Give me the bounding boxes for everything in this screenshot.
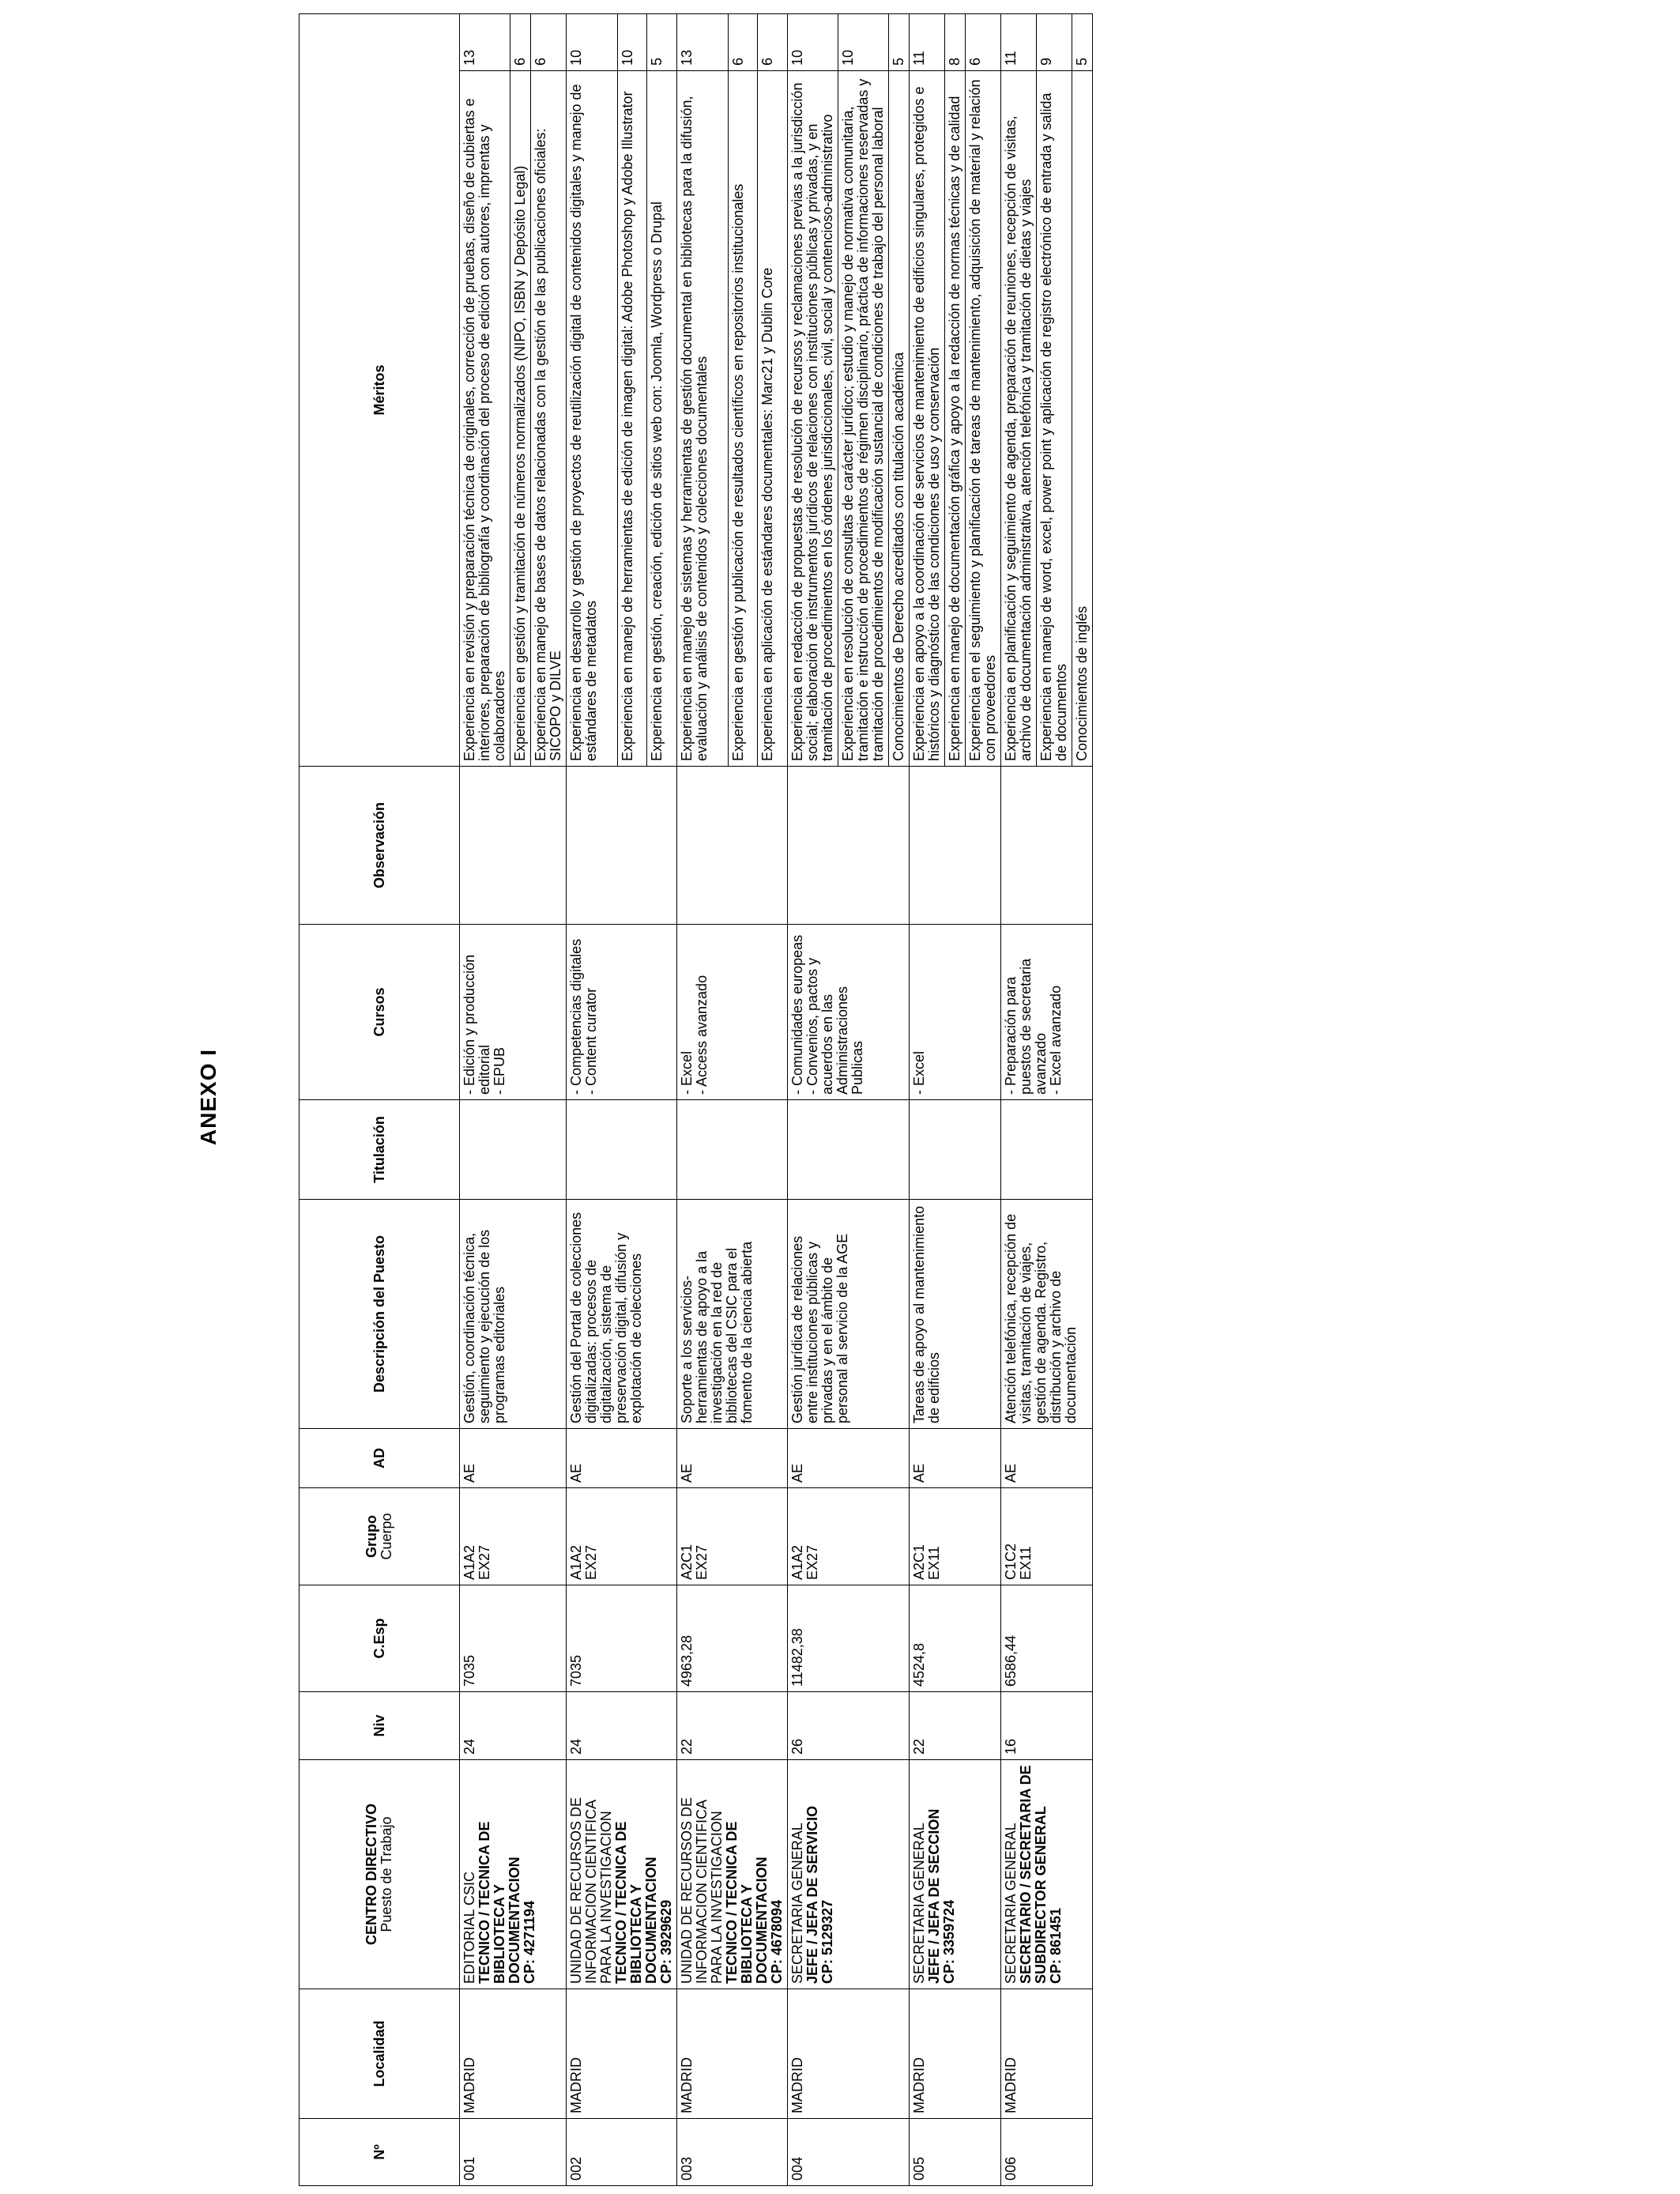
grupo-value: C1C2 — [1003, 1543, 1019, 1580]
header-centro — [299, 1760, 460, 1989]
titulacion-cell — [910, 1100, 1001, 1200]
merito-points: 13 — [460, 13, 510, 70]
observacion-cell — [460, 767, 567, 925]
header-observacion: Observación — [299, 767, 460, 925]
cuerpo-value: EX27 — [583, 1544, 599, 1580]
merito-text: Experiencia en manejo de word, excel, power point y aplicación de registro electrónico de entrada y salida de documentos — [1037, 71, 1072, 767]
niv-cell: 24 — [567, 1692, 677, 1760]
grupo-cuerpo-cell — [567, 1488, 677, 1585]
grupo-value: A1A2 — [461, 1544, 477, 1580]
merito-text: Experiencia en redacción de propuestas de resolución de recursos y reclamaciones previas a la jurisdicción social; elaboración de instrumentos jurídicos de relaciones con instituciones públicas y privadas, y en tramitación de procedimientos en los órdenes jurisdiccionales, civil, social y contencioso-administrativo — [788, 71, 838, 767]
merito-points: 6 — [531, 13, 567, 70]
table-row — [567, 13, 618, 2185]
cesp-cell: 4524,8 — [910, 1585, 1001, 1692]
puesto-de-trabajo: JEFE / JEFA DE SECCION — [926, 1808, 942, 1984]
merito-points: 10 — [788, 13, 838, 70]
table-row — [1001, 13, 1037, 2185]
niv-cell: 22 — [677, 1692, 788, 1760]
cesp-cell: 7035 — [460, 1585, 567, 1692]
observacion-cell — [677, 767, 788, 925]
observacion-cell — [1001, 767, 1093, 925]
merito-points: 6 — [728, 13, 758, 70]
header-titulacion: Titulación — [299, 1100, 460, 1200]
cuerpo-value: EX11 — [926, 1546, 942, 1580]
centro-directivo: UNIDAD DE RECURSOS DE INFORMACION CIENTIFICA PARA LA INVESTIGACION — [568, 1796, 614, 1984]
header-ad: AD — [299, 1429, 460, 1488]
merito-points: 6 — [758, 13, 788, 70]
cursos-cell: - Comunidades europeas - Convenios, pactos y acuerdos en las Administraciones Publicas — [788, 925, 910, 1100]
row-number: 004 — [788, 2119, 910, 2186]
grupo-cuerpo-cell — [788, 1488, 910, 1585]
grupo-value: A1A2 — [568, 1544, 584, 1580]
localidad-cell: MADRID — [910, 1989, 1001, 2119]
merito-points: 8 — [945, 13, 966, 70]
merito-text: Experiencia en el seguimiento y planificación de tareas de mantenimiento, adquisición de material y relación con proveedores — [966, 71, 1001, 767]
puesto-de-trabajo: JEFE / JEFA DE SERVICIO — [804, 1805, 820, 1984]
centro-directivo: EDITORIAL CSIC — [461, 1871, 477, 1984]
grupo-cuerpo-cell — [460, 1488, 567, 1585]
ad-cell: AE — [788, 1429, 910, 1488]
localidad-cell: MADRID — [788, 1989, 910, 2119]
cursos-cell: - Edición y producción editorial - EPUB — [460, 925, 567, 1100]
cp-code: CP: 3929629 — [658, 1899, 674, 1984]
merito-text: Conocimientos de inglés — [1072, 71, 1093, 767]
merito-points: 6 — [966, 13, 1001, 70]
ad-cell: AE — [567, 1429, 677, 1488]
merito-points: 9 — [1037, 13, 1072, 70]
descripcion-cell: Soporte a los servicios-herramientas de apoyo a la investigación en la red de bibliotecas del CSIC para el fomento de la ciencia abierta — [677, 1200, 788, 1429]
descripcion-cell: Atención telefónica, recepción de visitas, tramitación de viajes, gestión de agenda. Registro, distribución y archivo de documentación — [1001, 1200, 1093, 1429]
centro-cell — [788, 1760, 910, 1989]
header-cuerpo-label: Cuerpo — [379, 1513, 394, 1560]
header-n: Nº — [299, 2119, 460, 2186]
row-number: 006 — [1001, 2119, 1093, 2186]
localidad-cell: MADRID — [567, 1989, 677, 2119]
cp-code: CP: 4271194 — [522, 1900, 537, 1984]
header-grupo — [299, 1488, 460, 1585]
centro-directivo: SECRETARIA GENERAL — [911, 1823, 927, 1984]
cursos-cell: - Excel — [910, 925, 1001, 1100]
merito-points: 10 — [617, 13, 647, 70]
merito-points: 13 — [677, 13, 729, 70]
merito-text: Experiencia en manejo de documentación gráfica y apoyo a la redacción de normas técnicas y de calidad — [945, 71, 966, 767]
titulacion-cell — [567, 1100, 677, 1200]
cursos-cell: - Excel - Access avanzado — [677, 925, 788, 1100]
merito-text: Experiencia en apoyo a la coordinación de servicios de mantenimiento de edificios singulares, protegidos e históricos y diagnóstico de las condiciones de uso y conservación — [910, 71, 945, 767]
header-puesto-label: Puesto de Trabajo — [379, 1816, 394, 1932]
cuerpo-value: EX27 — [804, 1544, 820, 1580]
grupo-value: A2C1 — [679, 1544, 695, 1580]
merito-points: 5 — [1072, 13, 1093, 70]
merito-points: 5 — [647, 13, 677, 70]
cuerpo-value: EX11 — [1018, 1546, 1034, 1580]
centro-cell — [1001, 1760, 1093, 1989]
cp-code: CP: 4678094 — [769, 1899, 785, 1984]
cesp-cell: 7035 — [567, 1585, 677, 1692]
cuerpo-value: EX27 — [694, 1544, 710, 1580]
merito-text: Experiencia en planificación y seguimiento de agenda, preparación de reuniones, recepción de visitas, archivo de documentación administrativa, atención telefónica y tramitación de dietas y viajes — [1001, 71, 1037, 767]
cesp-cell: 11482,38 — [788, 1585, 910, 1692]
cursos-cell: - Preparación para puestos de secretaria avanzado - Excel avanzado — [1001, 925, 1093, 1100]
descripcion-cell: Gestión, coordinación técnica, seguimiento y ejecución de los programas editoriales — [460, 1200, 567, 1429]
merito-text: Experiencia en desarrollo y gestión de proyectos de reutilización digital de contenidos digitales y manejo de estándares de metadatos — [567, 71, 618, 767]
cesp-cell: 6586,44 — [1001, 1585, 1093, 1692]
merito-text: Experiencia en gestión y tramitación de números normalizados (NIPO, ISBN y Depósito Legal) — [510, 71, 531, 767]
puesto-de-trabajo: TECNICO / TECNICA DE BIBLIOTECA Y DOCUMENTACION — [613, 1821, 659, 1984]
niv-cell: 22 — [910, 1692, 1001, 1760]
puesto-de-trabajo: TECNICO / TECNICA DE BIBLIOTECA Y DOCUMENTACION — [477, 1821, 522, 1984]
row-number: 005 — [910, 2119, 1001, 2186]
merito-points: 5 — [889, 13, 910, 70]
table-row — [460, 13, 510, 2185]
observacion-cell — [567, 767, 677, 925]
cp-code: CP: 861451 — [1048, 1907, 1064, 1984]
header-cursos: Cursos — [299, 925, 460, 1100]
titulacion-cell — [460, 1100, 567, 1200]
grupo-cuerpo-cell — [910, 1488, 1001, 1585]
grupo-cuerpo-cell — [677, 1488, 788, 1585]
centro-cell — [567, 1760, 677, 1989]
descripcion-cell: Gestión del Portal de colecciones digitalizadas: procesos de digitalización, sistema de preservación digital, difusión y explotación de colecciones — [567, 1200, 677, 1429]
merito-text: Experiencia en manejo de herramientas de edición de imagen digital: Adobe Photoshop y Adobe Illustrator — [617, 71, 647, 767]
merito-text: Experiencia en resolución de consultas de carácter jurídico; estudio y manejo de normativa comunitaria, tramitación e instrucción de procedimientos de régimen disciplinario, práctica de informaciones reservadas y tramitación de procedimientos de modificación sustancial de condiciones de trabajo del personal laboral — [838, 71, 889, 767]
centro-cell — [677, 1760, 788, 1989]
row-number: 002 — [567, 2119, 677, 2186]
merito-points: 10 — [838, 13, 889, 70]
table-header-row — [299, 13, 460, 2185]
titulacion-cell — [677, 1100, 788, 1200]
observacion-cell — [788, 767, 910, 925]
table-row — [788, 13, 838, 2185]
row-number: 003 — [677, 2119, 788, 2186]
header-niv: Niv — [299, 1692, 460, 1760]
merito-text: Experiencia en manejo de sistemas y herramientas de gestión documental en bibliotecas para la difusión, evaluación y análisis de contenidos y colecciones documentales — [677, 71, 729, 767]
header-cesp: C.Esp — [299, 1585, 460, 1692]
centro-cell — [910, 1760, 1001, 1989]
cesp-cell: 4963,28 — [677, 1585, 788, 1692]
cp-code: CP: 3359724 — [941, 1899, 957, 1984]
header-meritos: Méritos — [299, 13, 460, 766]
niv-cell: 26 — [788, 1692, 910, 1760]
puesto-de-trabajo: SECRETARIO / SECRETARIA DE SUBDIRECTOR GENERAL — [1018, 1765, 1049, 1984]
row-number: 001 — [460, 2119, 567, 2186]
observacion-cell — [910, 767, 1001, 925]
merito-points: 10 — [567, 13, 618, 70]
ad-cell: AE — [460, 1429, 567, 1488]
ad-cell: AE — [677, 1429, 788, 1488]
titulacion-cell — [1001, 1100, 1093, 1200]
ad-cell: AE — [1001, 1429, 1093, 1488]
header-centro-label: CENTRO DIRECTIVO — [363, 1804, 379, 1946]
descripcion-cell: Tareas de apoyo al mantenimiento de edificios — [910, 1200, 1001, 1429]
centro-directivo: SECRETARIA GENERAL — [789, 1823, 805, 1984]
centro-directivo: UNIDAD DE RECURSOS DE INFORMACION CIENTIFICA PARA LA INVESTIGACION — [679, 1796, 725, 1984]
table-row — [677, 13, 729, 2185]
header-descripcion: Descripción del Puesto — [299, 1200, 460, 1429]
merito-text: Experiencia en revisión y preparación técnica de originales, corrección de pruebas, diseño de cubiertas e interiores, preparación de bibliografía y coordinación del proceso de edición con autores, imprentas y colaboradores — [460, 71, 510, 767]
centro-directivo: SECRETARIA GENERAL — [1003, 1823, 1019, 1984]
cp-code: CP: 5129327 — [819, 1899, 835, 1984]
puesto-de-trabajo: TECNICO / TECNICA DE BIBLIOTECA Y DOCUMENTACION — [724, 1821, 770, 1984]
grupo-value: A2C1 — [911, 1544, 927, 1580]
merito-text: Conocimientos de Derecho acreditados con titulación académica — [889, 71, 910, 767]
header-localidad: Localidad — [299, 1989, 460, 2119]
cursos-cell: - Competencias digitales - Content curator — [567, 925, 677, 1100]
header-grupo-label: Grupo — [363, 1515, 379, 1558]
cuerpo-value: EX27 — [477, 1544, 492, 1580]
merito-text: Experiencia en gestión y publicación de resultados científicos en repositorios institucionales — [728, 71, 758, 767]
merito-points: 11 — [1001, 13, 1037, 70]
anexo-table — [299, 13, 1093, 2186]
niv-cell: 16 — [1001, 1692, 1093, 1760]
merito-text: Experiencia en manejo de bases de datos relacionadas con la gestión de las publicaciones oficiales: SICOPO y DILVE — [531, 71, 567, 767]
merito-points: 11 — [910, 13, 945, 70]
merito-text: Experiencia en aplicación de estándares documentales: Marc21 y Dublin Core — [758, 71, 788, 767]
grupo-cuerpo-cell — [1001, 1488, 1093, 1585]
ad-cell: AE — [910, 1429, 1001, 1488]
localidad-cell: MADRID — [677, 1989, 788, 2119]
titulacion-cell — [788, 1100, 910, 1200]
localidad-cell: MADRID — [1001, 1989, 1093, 2119]
table-row — [910, 13, 945, 2185]
centro-cell — [460, 1760, 567, 1989]
grupo-value: A1A2 — [789, 1544, 805, 1580]
localidad-cell: MADRID — [460, 1989, 567, 2119]
merito-text: Experiencia en gestión, creación, edición de sitios web con: Joomla, Wordpress o Drupal — [647, 71, 677, 767]
descripcion-cell: Gestión jurídica de relaciones entre instituciones públicas y privadas y en el ámbito de personal al servicio de la AGE — [788, 1200, 910, 1429]
merito-points: 6 — [510, 13, 531, 70]
page-title: ANEXO I — [196, 1048, 220, 1146]
niv-cell: 24 — [460, 1692, 567, 1760]
